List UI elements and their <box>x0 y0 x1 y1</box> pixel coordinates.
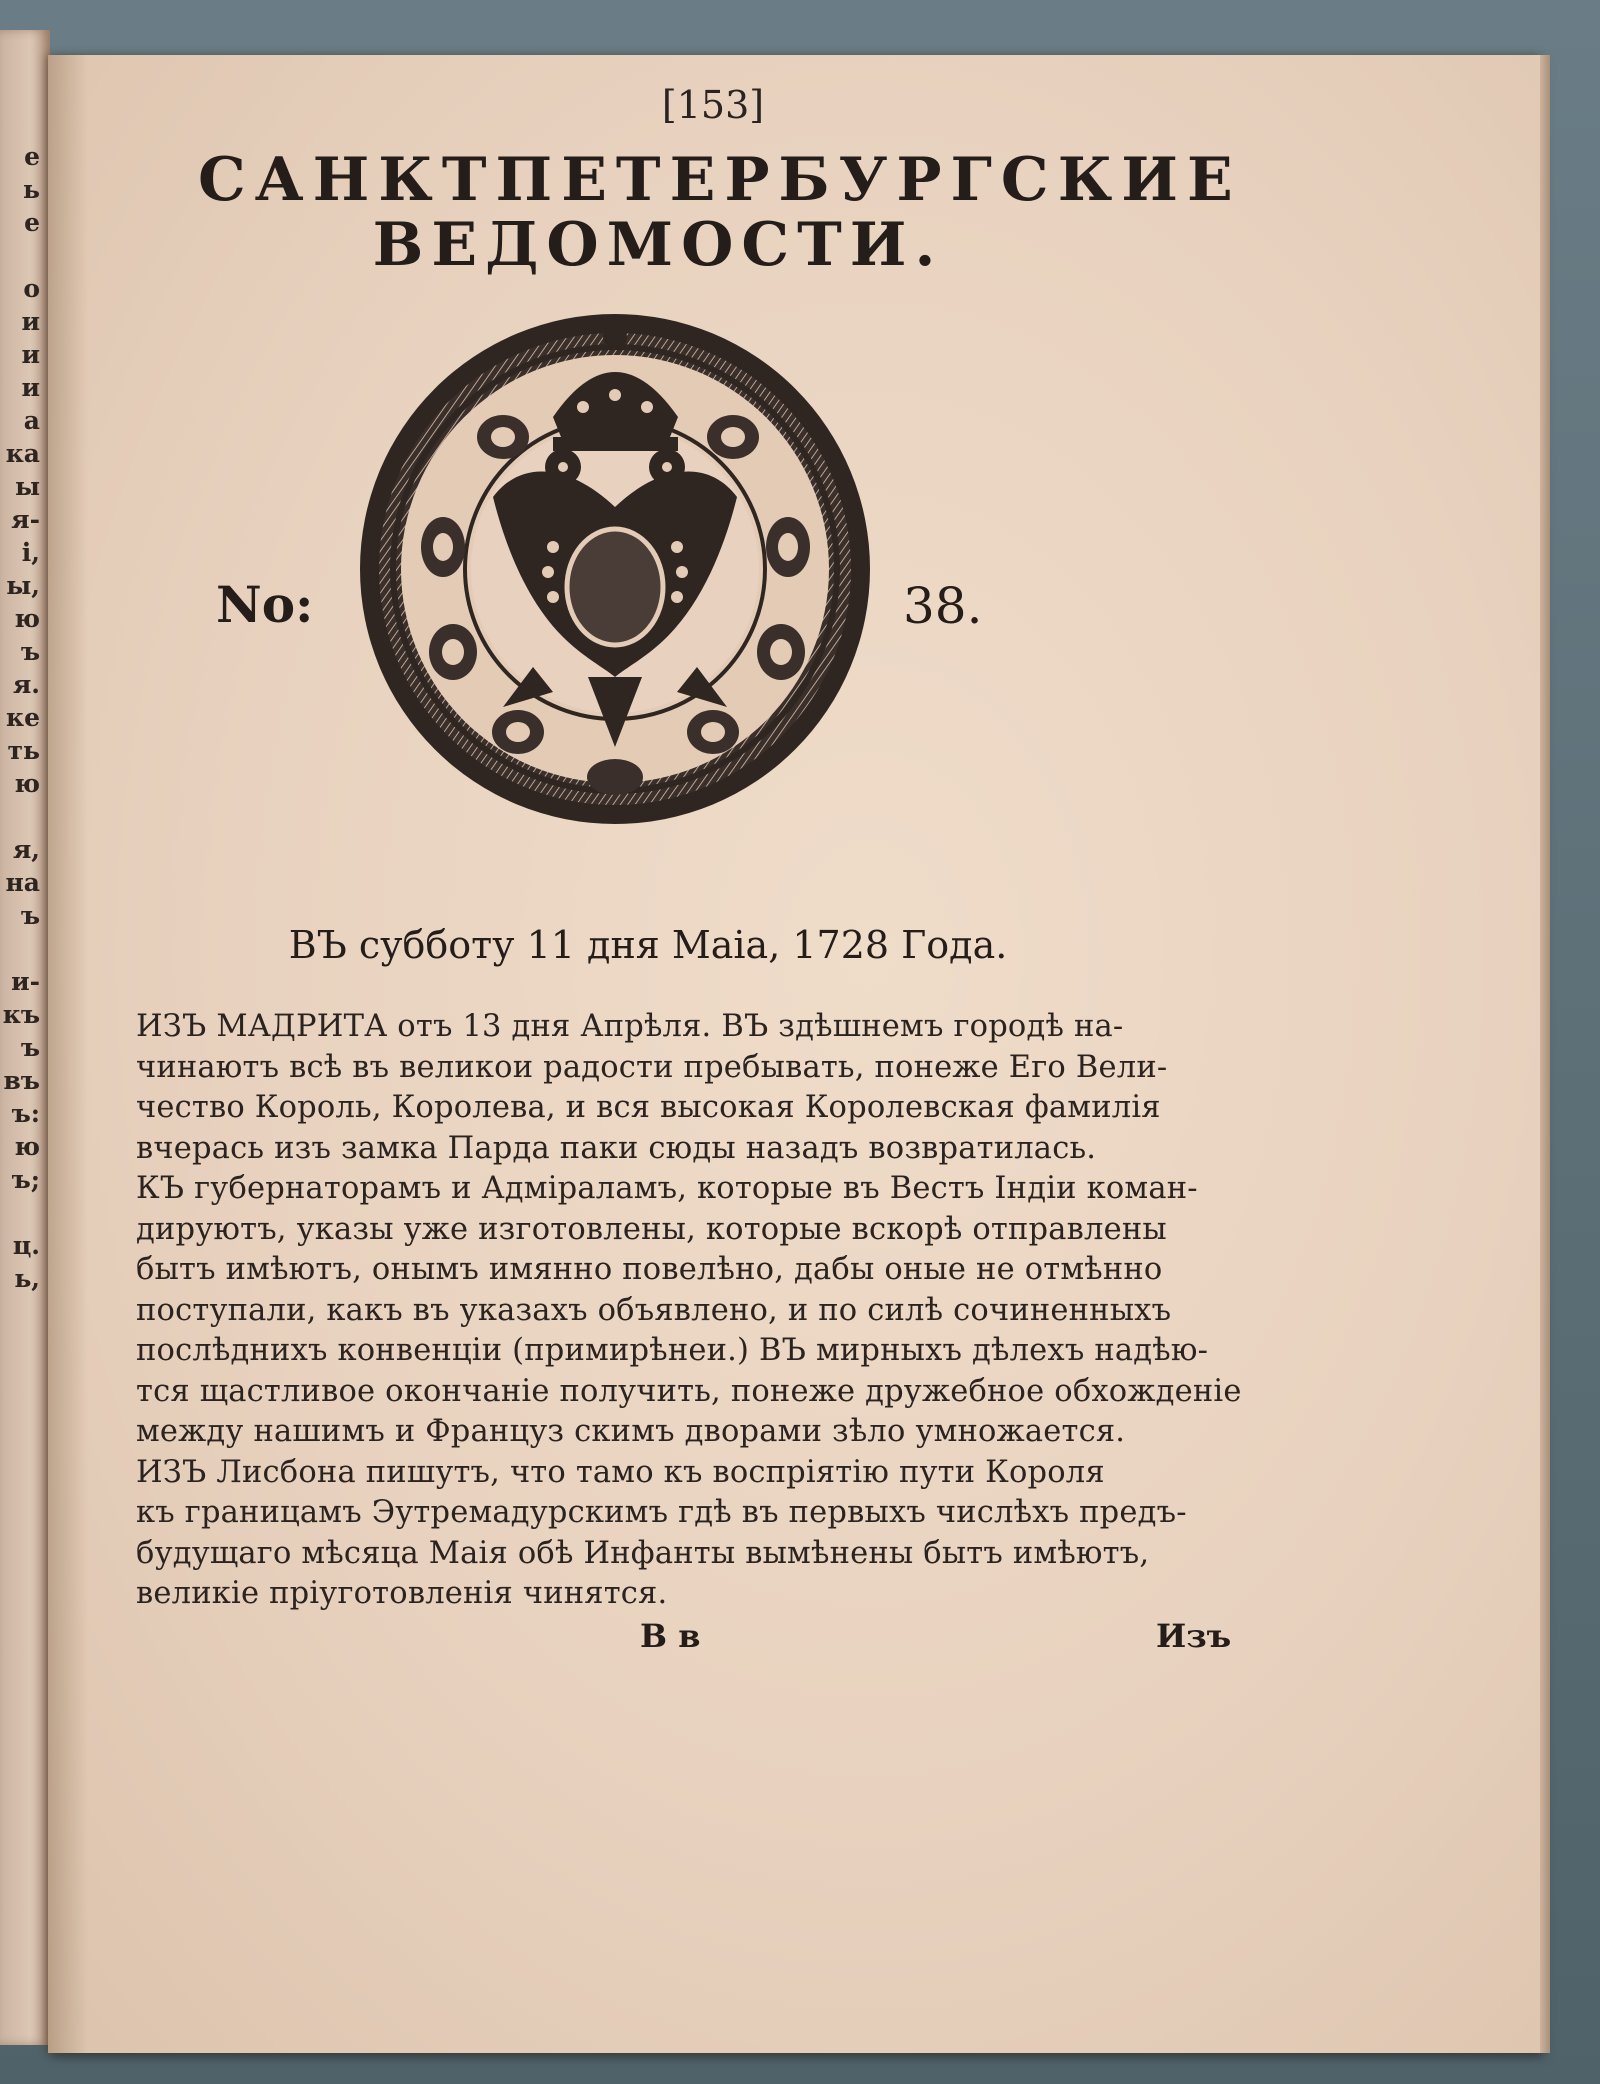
article-line: между нашимъ и Француз скимъ дворами зѣло умножается. <box>136 1414 1126 1449</box>
issue-date-line: ВЪ субботу 11 дня Маіа, 1728 Года. <box>288 923 1008 967</box>
article-line: КЪ губернаторамъ и Адміраламъ, которые въ Вестъ Індіи коман- <box>136 1171 1198 1206</box>
left-page-fragment: и- <box>11 967 40 996</box>
left-page-fragment: ъ; <box>11 1165 40 1194</box>
left-page-fragment: а <box>23 406 40 435</box>
left-page-fragment: е <box>24 208 40 237</box>
left-page-fragment: ь, <box>14 1264 40 1293</box>
left-page-fragment: ть <box>7 736 40 765</box>
left-page-fragment: къ <box>2 1000 40 1029</box>
left-page-fragment: ы, <box>6 571 40 600</box>
article-line: чинаютъ всѣ въ великои радости пребывать, понеже Его Вели- <box>136 1049 1168 1085</box>
left-page-fragment: ь <box>23 175 40 204</box>
left-page-fragment: на <box>5 868 40 897</box>
left-page-text-fragments <box>0 140 40 1295</box>
left-page-fragment: ъ <box>20 1033 40 1062</box>
article-line: вчерась изъ замка Парда паки сюды назадъ возвратилась. <box>136 1130 1097 1166</box>
left-page-fragment <box>0 239 40 272</box>
left-page-fragment: е <box>24 142 40 171</box>
page-gutter-shadow <box>48 55 88 2053</box>
left-page-fragment: въ <box>3 1066 40 1095</box>
issue-label: No: <box>216 575 314 634</box>
issue-number: 38. <box>903 577 983 635</box>
article-line: дируютъ, указы уже изготовлены, которые вскорѣ отправлены <box>136 1211 1167 1247</box>
left-page-fragment <box>0 932 40 965</box>
left-page-fragment: ю <box>14 769 40 798</box>
page-right-edge <box>1540 55 1550 2053</box>
left-page-fragment: ке <box>6 703 40 732</box>
newspaper-page <box>48 55 1540 2053</box>
left-page-fragment: ъ: <box>11 1099 40 1128</box>
article-line: ИЗЪ Лисбона пишутъ, что тамо къ воспріятію пути Короля <box>136 1454 1105 1490</box>
double-headed-eagle-seal-icon <box>353 307 878 832</box>
article-line: бытъ имѣютъ, онымъ имянно повелѣно, дабы оные не отмѣнно <box>136 1252 1163 1287</box>
catchword-signature: В в <box>640 1617 701 1655</box>
article-line: великіе пріуготовленія чинятся. <box>136 1576 668 1611</box>
left-page-fragment: и <box>21 373 40 402</box>
catchword-next-page: Изъ <box>1156 1617 1232 1655</box>
left-page-fragment: я- <box>11 505 40 534</box>
left-page-fragment: ъ <box>20 637 40 666</box>
page-number: [153] <box>661 83 765 127</box>
left-page-fragment: і, <box>21 538 40 567</box>
left-page-fragment: я, <box>12 835 40 864</box>
left-page-fragment: ка <box>5 439 40 468</box>
left-page-fragment <box>0 1196 40 1229</box>
article-line: къ границамъ Эутремадурскимъ гдѣ въ первыхъ числѣхъ предъ- <box>136 1495 1187 1530</box>
article-line: послѣднихъ конвенціи (примирѣнеи.) ВЪ мирныхъ дѣлехъ надѣю- <box>136 1333 1209 1368</box>
left-page-fragment: я. <box>12 670 40 699</box>
masthead-title-line2: ВЕДОМОСТИ. <box>372 210 944 280</box>
masthead-title-line1: САНКТПЕТЕРБУРГСКИЕ <box>198 145 1242 215</box>
left-page-fragment: ъ <box>20 901 40 930</box>
left-page-fragment: ц. <box>12 1231 40 1260</box>
left-page-fragment: о <box>23 274 40 303</box>
article-line: тся щастливое окончаніе получить, понеже дружебное обхожденіе <box>136 1373 1242 1409</box>
article-line: ИЗЪ МАДРИТА отъ 13 дня Апрѣля. ВЪ здѣшнемъ городѣ на- <box>136 1009 1124 1044</box>
article-line: чество Король, Королева, и вся высокая Королевская фамилія <box>136 1090 1161 1125</box>
left-page-fragment: и <box>21 340 40 369</box>
article-line: будущаго мѣсяца Маія обѣ Инфанты вымѣнены бытъ имѣютъ, <box>136 1535 1150 1571</box>
left-page-fragment: и <box>21 307 40 336</box>
left-page-fragment <box>0 800 40 833</box>
left-page-fragment: ю <box>14 604 40 633</box>
left-page-edge <box>0 30 50 2045</box>
left-page-fragment: ю <box>14 1132 40 1161</box>
left-page-fragment: ы <box>14 472 40 501</box>
article-line: поступали, какъ въ указахъ объявлено, и по силѣ сочиненныхъ <box>136 1292 1172 1328</box>
article-body <box>136 1007 1276 1615</box>
